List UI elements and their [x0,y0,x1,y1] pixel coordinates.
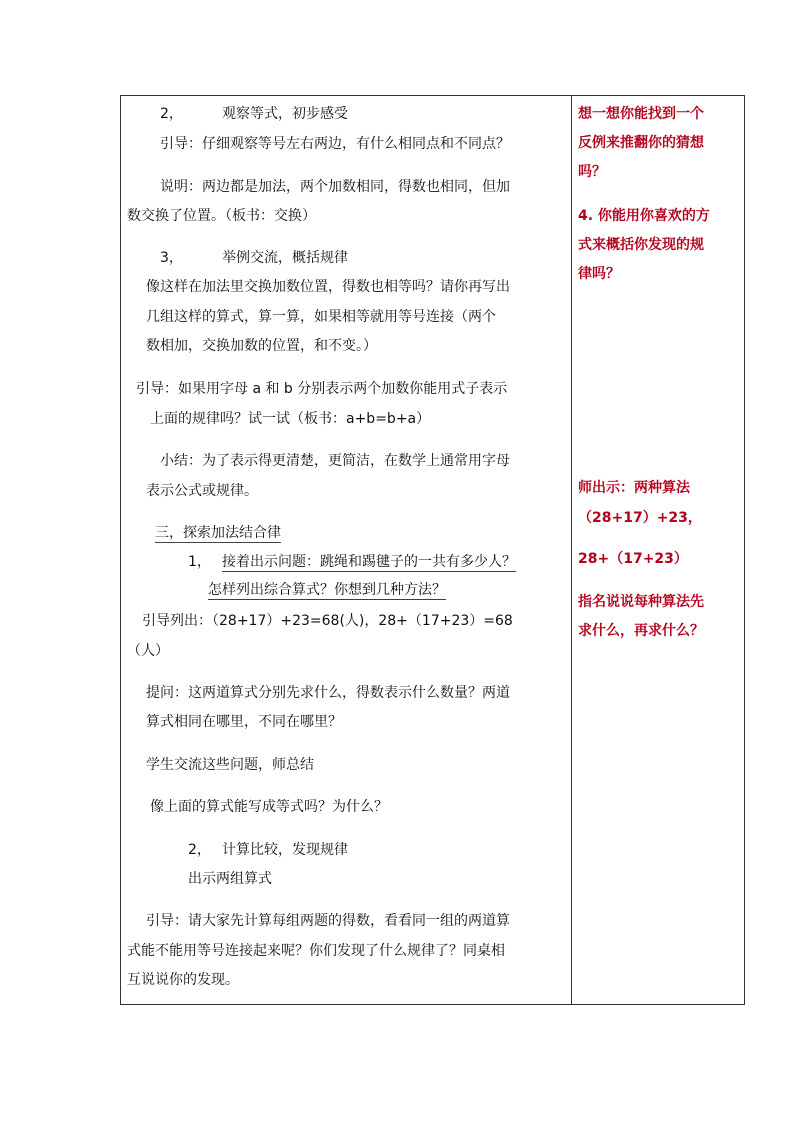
section-heading [155,524,281,542]
text-line: （人） [127,643,169,659]
text-line: 引导列出：（28+17）+23=68(人)，28+（17+23）=68 [142,613,513,629]
note-line: 指名说说每种算法先 [578,594,704,610]
text-line: 引导：请大家先计算每组两题的得数，看看同一组的两道算 [146,913,510,929]
step-heading: 计算比较，发现规律 [222,842,348,858]
text-line: 像上面的算式能写成等式吗？为什么？ [150,799,388,815]
note-line: 28+（17+23） [578,551,688,567]
text-line: 引导：如果用字母 a 和 b 分别表示两个加数你能用式子表示 [136,381,508,397]
text-line: 上面的规律吗？试一试（板书：a+b=b+a） [150,411,431,427]
step-number: 2， [160,106,183,122]
text-line: 式能不能用等号连接起来呢？你们发现了什么规律了？同桌相 [127,943,505,959]
step-number: 3， [160,250,183,266]
text-line: 引导：仔细观察等号左右两边，有什么相同点和不同点？ [160,136,510,152]
note-line: 4. 你能用你喜欢的方 [578,208,710,224]
text-line: 互说说你的发现。 [127,972,239,988]
text-line: 数交换了位置。（板书：交换） [127,208,316,224]
step-number: 2， [188,842,211,858]
step-heading: 观察等式，初步感受 [222,106,348,122]
step-heading: 举例交流，概括规律 [222,250,348,266]
section-heading-text: 三，探索加法结合律 [155,525,281,541]
note-line: （28+17）+23， [578,510,702,526]
column-divider [571,96,572,1004]
note-line: 师出示：两种算法 [578,480,690,496]
text-line: 几组这样的算式，算一算，如果相等就用等号连接（两个 [146,309,496,325]
underlined-text: 怎样列出综合算式？你想到几种方法？ [208,582,446,598]
text-line: 像这样在加法里交换加数位置，得数也相等吗？请你再写出 [146,279,510,295]
highlighted-question [208,581,446,599]
text-line: 出示两组算式 [188,871,272,887]
note-line: 式来概括你发现的规 [578,237,704,253]
note-line: 想一想你能找到一个 [578,106,704,122]
underlined-text: 接着出示问题：跳绳和踢毽子的一共有多少人？ [222,554,516,570]
text-line: 表示公式或规律。 [146,483,258,499]
note-line: 反例来推翻你的猜想 [578,135,704,151]
note-line: 求什么，再求什么？ [578,623,704,639]
highlighted-question [222,553,516,571]
text-line: 小结：为了表示得更清楚，更简洁，在数学上通常用字母 [160,453,510,469]
text-line: 数相加，交换加数的位置，和不变。） [146,338,377,354]
text-line: 说明：两边都是加法，两个加数相同，得数也相同，但加 [160,179,510,195]
text-line: 学生交流这些问题，师总结 [146,757,314,773]
note-line: 吗？ [578,164,606,180]
text-line: 算式相同在哪里，不同在哪里？ [146,714,342,730]
step-number: 1， [188,554,211,570]
text-line: 提问：这两道算式分别先求什么，得数表示什么数量？两道 [146,685,510,701]
note-line: 律吗？ [578,266,620,282]
